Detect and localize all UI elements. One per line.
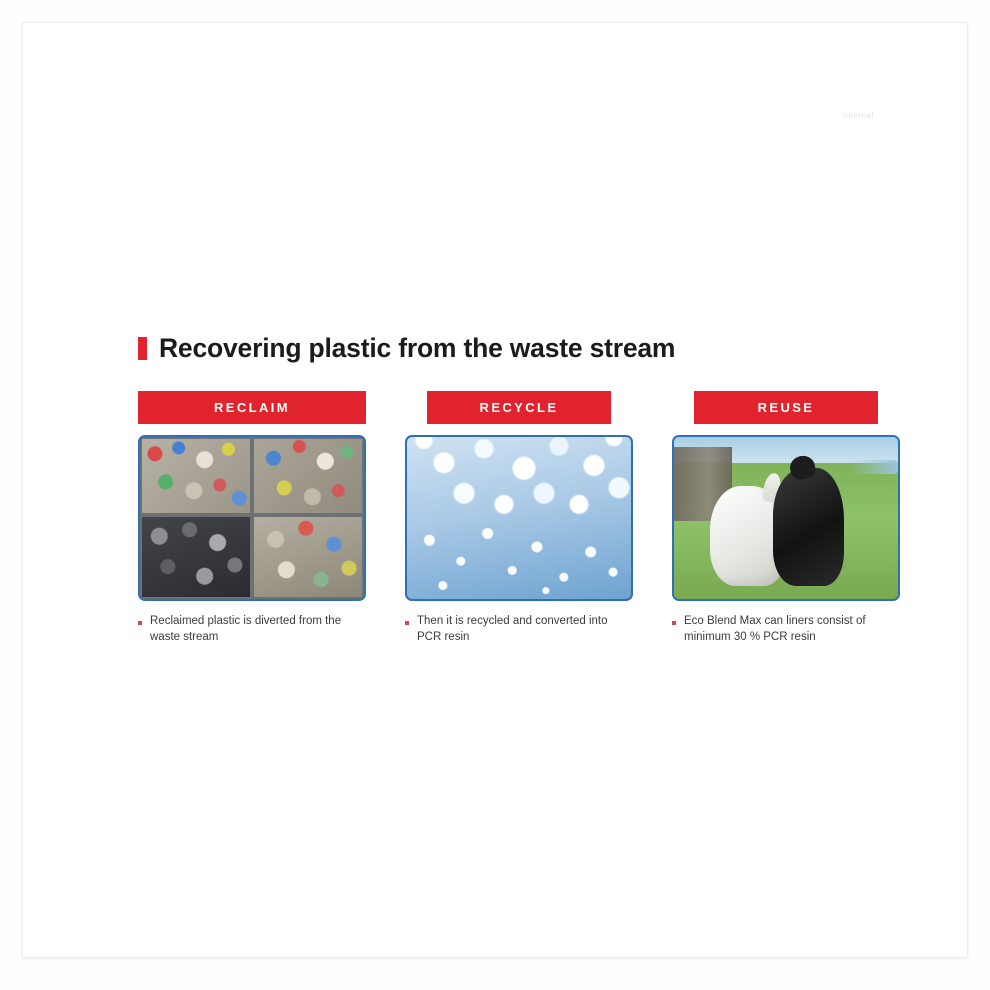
plastic-bale <box>140 437 252 515</box>
step-caption-recycle <box>405 614 633 645</box>
can-liners-on-grass-photo <box>672 435 900 601</box>
page-title-text: Recovering plastic from the waste stream <box>159 333 676 363</box>
title-accent-bar <box>138 337 147 360</box>
caption-bullet-icon <box>138 621 142 625</box>
caption-text: Eco Blend Max can liners consist of minimum 30 % PCR resin <box>684 615 866 643</box>
pcr-resin-pellets-photo <box>405 435 633 601</box>
step-badge-reuse: REUSE <box>694 391 878 424</box>
step-caption-reclaim <box>138 614 366 645</box>
step-recycle <box>405 391 633 645</box>
step-reclaim <box>138 391 366 645</box>
plastic-bale <box>252 515 364 599</box>
baled-mixed-plastic-photo <box>138 435 366 601</box>
water-background <box>849 460 898 475</box>
process-steps <box>138 391 900 645</box>
scattered-pellets <box>407 515 631 599</box>
faint-watermark-text: Internal <box>843 111 874 120</box>
plastic-bale <box>252 437 364 515</box>
page-title <box>138 333 675 364</box>
caption-text: Reclaimed plastic is diverted from the waste stream <box>150 615 342 643</box>
black-can-liner <box>773 468 845 586</box>
step-badge-recycle: RECYCLE <box>427 391 611 424</box>
plastic-bale <box>140 515 252 599</box>
step-badge-reclaim: RECLAIM <box>138 391 366 424</box>
caption-text: Then it is recycled and converted into PCR resin <box>417 615 608 643</box>
slide-sheet <box>22 22 968 958</box>
step-caption-reuse <box>672 614 900 645</box>
caption-bullet-icon <box>405 621 409 625</box>
caption-bullet-icon <box>672 621 676 625</box>
step-reuse <box>672 391 900 645</box>
